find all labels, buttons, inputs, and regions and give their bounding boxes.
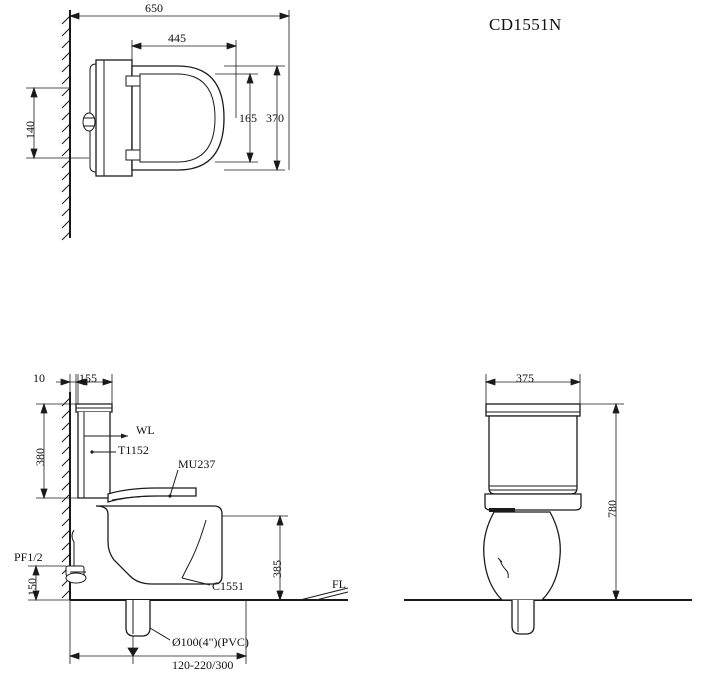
drawing-title: CD1551N xyxy=(489,15,562,34)
note-rough-in: 120-220/300 xyxy=(172,658,234,672)
label-c1551: C1551 xyxy=(212,579,245,593)
dim-10-label: 10 xyxy=(33,371,45,385)
side-view xyxy=(25,371,348,664)
dim-165-label: 165 xyxy=(239,111,257,125)
dim-650-label: 650 xyxy=(145,1,163,15)
dim-380-label: 380 xyxy=(33,448,47,466)
dim-375-label: 375 xyxy=(516,371,534,385)
label-fl: FL xyxy=(332,577,347,591)
label-wl: WL xyxy=(136,423,155,437)
note-outlet-diameter: Ø100(4")(PVC) xyxy=(172,635,249,649)
front-view xyxy=(404,371,692,634)
dim-780-label: 780 xyxy=(605,500,619,518)
dim-155-label: 155 xyxy=(79,371,97,385)
dim-385-label: 385 xyxy=(270,560,284,578)
dim-370-label: 370 xyxy=(266,111,284,125)
dim-445-label: 445 xyxy=(168,31,186,45)
dim-150-label: 150 xyxy=(25,578,39,596)
label-mu237: MU237 xyxy=(178,457,216,471)
label-pf12: PF1/2 xyxy=(14,550,43,564)
top-view xyxy=(23,10,289,240)
label-t1152: T1152 xyxy=(118,443,149,457)
dim-140-label: 140 xyxy=(23,121,37,139)
